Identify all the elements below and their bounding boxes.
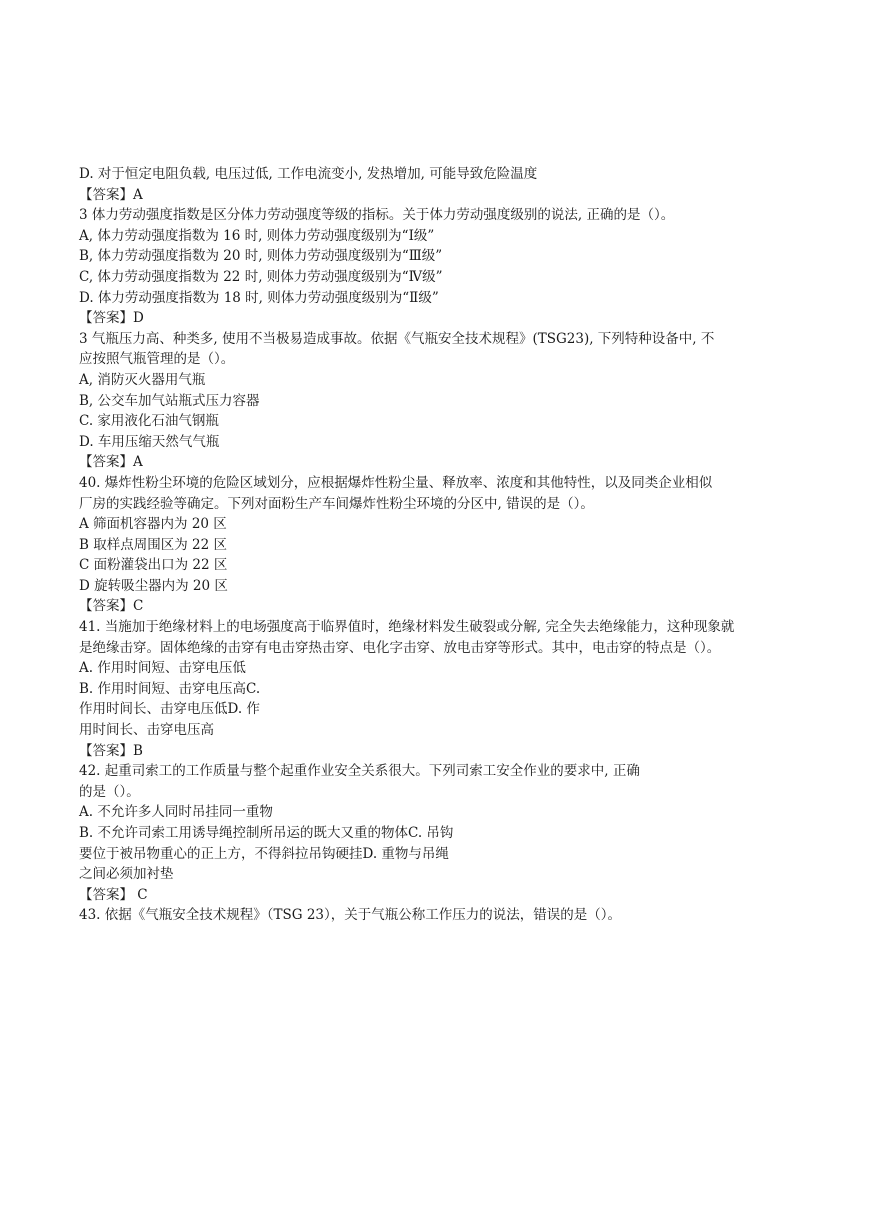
option-d-text: D. 对于恒定电阻负载, 电压过低, 工作电流变小, 发热增加, 可能导致危险温度 bbox=[79, 166, 538, 182]
question-42-text-continued: 的是（）。 bbox=[79, 783, 140, 800]
answer-label: 【答案】B bbox=[79, 742, 143, 759]
option-a-text: A, 体力劳动强度指数为 16 时, 则体力劳动强度级别为“Ⅰ级” bbox=[79, 227, 435, 244]
question-43-text: 43. 依据《气瓶安全技术规程》（TSG 23），关于气瓶公称工作压力的说法，错误的是（）。 bbox=[79, 907, 622, 924]
option-d-text: 用时间长、击穿电压高 bbox=[79, 722, 214, 739]
option-d-text: D. 车用压缩天然气气瓶 bbox=[79, 433, 220, 450]
question-42-text: 42. 起重司索工的工作质量与整个起重作业安全关系很大。下列司索工安全作业的要求中, 正确 bbox=[79, 763, 640, 780]
answer-label: 【答案】A bbox=[79, 454, 143, 471]
document-body bbox=[79, 164, 799, 926]
option-a-text: A, 消防灭火器用气瓶 bbox=[79, 371, 206, 388]
option-a-text: A. 不允许多人同时吊挂同一重物 bbox=[79, 804, 273, 821]
option-b-text: B, 体力劳动强度指数为 20 时, 则体力劳动强度级别为“Ⅲ级” bbox=[79, 248, 443, 265]
option-b-text: B 取样点周围区为 22 区 bbox=[79, 536, 227, 553]
option-a-text: A 筛面机容器内为 20 区 bbox=[79, 516, 227, 533]
question-text: 3 体力劳动强度指数是区分体力劳动强度等级的指标。关于体力劳动强度级别的说法, 正确的是（）。 bbox=[79, 207, 675, 224]
option-d-text: 之间必须加衬垫 bbox=[79, 866, 174, 883]
answer-label: 【答案】C bbox=[79, 598, 144, 615]
question-41-text-continued: 是绝缘击穿。固体绝缘的击穿有电击穿热击穿、电化字击穿、放电击穿等形式。其中，电击穿的特点是（）。 bbox=[79, 639, 721, 656]
question-41-text: 41. 当施加于绝缘材料上的电场强度高于临界值时，绝缘材料发生破裂或分解, 完全失去绝缘能力，这种现象就 bbox=[79, 619, 735, 636]
option-c-text: C, 体力劳动强度指数为 22 时, 则体力劳动强度级别为“Ⅳ级” bbox=[79, 268, 443, 285]
question-40-text-continued: 厂房的实践经验等确定。下列对面粉生产车间爆炸性粉尘环境的分区中, 错误的是（）。 bbox=[79, 495, 594, 512]
option-b-text: B. 不允许司索工用诱导绳控制所吊运的既大又重的物体C. 吊钩 bbox=[79, 825, 454, 841]
option-a-text: A. 作用时间短、击穿电压低 bbox=[79, 660, 246, 677]
option-c-text: 要位于被吊物重心的正上方，不得斜拉吊钩硬挂D. 重物与吊绳 bbox=[79, 845, 449, 862]
option-c-text: C. 家用液化石油气钢瓶 bbox=[79, 413, 219, 430]
option-c-text: C 面粉灌袋出口为 22 区 bbox=[79, 557, 228, 574]
option-b-text: B, 公交车加气站瓶式压力容器 bbox=[79, 392, 260, 409]
option-c-text: 作用时间长、击穿电压低D. 作 bbox=[79, 701, 260, 718]
question-text: 3 气瓶压力高、种类多, 使用不当极易造成事故。依据《气瓶安全技术规程》(TSG23), 下列特种设备中, 不 bbox=[79, 330, 715, 347]
option-b-text: B. 作用时间短、击穿电压高C. bbox=[79, 680, 261, 697]
option-d-text: D. 体力劳动强度指数为 18 时, 则体力劳动强度级别为“Ⅱ级” bbox=[79, 289, 439, 306]
answer-label: 【答案】A bbox=[79, 186, 143, 203]
question-text-continued: 应按照气瓶管理的是（）。 bbox=[79, 351, 235, 368]
answer-label: 【答案】 C bbox=[79, 886, 148, 903]
option-d-text: D 旋转吸尘器内为 20 区 bbox=[79, 577, 228, 594]
question-40-text: 40. 爆炸性粉尘环境的危险区域划分，应根据爆炸性粉尘量、释放率、浓度和其他特性，以及同类企业相似 bbox=[79, 474, 713, 491]
answer-label: 【答案】D bbox=[79, 310, 144, 327]
